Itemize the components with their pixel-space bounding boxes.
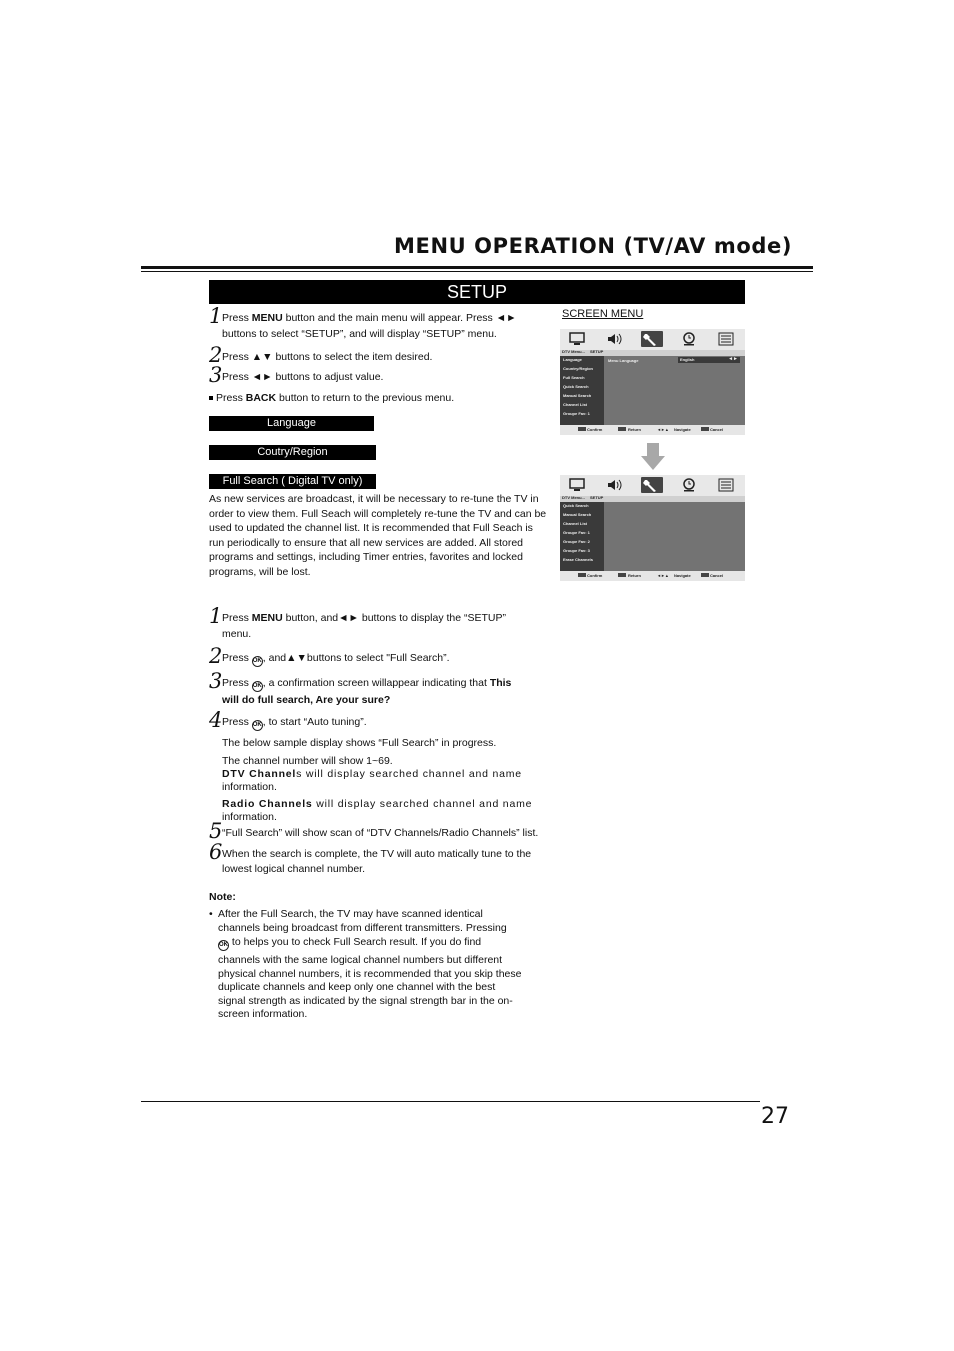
exit-key-icon bbox=[701, 427, 709, 431]
intro-step-2: 2 Press ▲▼ buttons to select the item desired. bbox=[209, 343, 433, 367]
step-number: 6 bbox=[209, 840, 223, 864]
menu-item[interactable]: Channel List bbox=[563, 402, 588, 407]
ok-key-icon bbox=[578, 427, 586, 431]
menu-item[interactable]: Groupe Fav: 1 bbox=[563, 530, 590, 535]
menu-item[interactable]: Country/Region bbox=[563, 366, 593, 371]
menu-item[interactable]: Full Search bbox=[563, 375, 585, 380]
page-number: 27 bbox=[761, 1104, 789, 1129]
ok-key-icon bbox=[578, 573, 586, 577]
ok-button-icon: OK bbox=[252, 720, 263, 731]
setup-wrench-icon bbox=[641, 477, 663, 493]
menu-icon-bar bbox=[560, 329, 745, 350]
tv-picture-icon bbox=[569, 478, 585, 492]
search-step-1: 1 Press MENU button, and◄► buttons to display the “SETUP” menu. bbox=[209, 604, 507, 640]
menu-item[interactable]: Language bbox=[563, 357, 582, 362]
intro-step-1: 1 Press MENU button and the main menu will appear. Press ◄► buttons to select “SETUP”, and will display “SETUP” menu. bbox=[209, 304, 517, 340]
menu-item[interactable]: Groupe Fav: 2 bbox=[563, 539, 590, 544]
step-number: 1 bbox=[209, 304, 223, 328]
left-right-arrow-icon: ◄► bbox=[728, 356, 738, 362]
menu-item[interactable]: Manual Search bbox=[563, 393, 592, 398]
search-step-3: 3 Press OK, a confirmation screen willappear indicating that This will do full search, Are your sure? bbox=[209, 669, 512, 706]
menu-item[interactable]: Quick Search bbox=[563, 503, 589, 508]
timer-clock-icon bbox=[681, 478, 697, 492]
sound-icon bbox=[606, 478, 622, 492]
bullet-square-icon bbox=[209, 396, 213, 400]
section-title: SETUP bbox=[209, 280, 745, 304]
full-search-heading: Full Search ( Digital TV only) bbox=[209, 474, 376, 489]
menu-sidebar bbox=[560, 356, 604, 425]
country-region-heading: Coutry/Region bbox=[209, 445, 376, 460]
menu-language-select[interactable]: English ◄► bbox=[680, 356, 738, 362]
note-title: Note: bbox=[209, 891, 236, 903]
note-bullet: • bbox=[209, 908, 213, 920]
header-rule bbox=[141, 266, 813, 269]
step-number: 1 bbox=[209, 604, 223, 628]
menu-item[interactable]: Erase Channels bbox=[563, 557, 594, 562]
step-number: 3 bbox=[209, 669, 223, 693]
search-step-5: 5 “Full Search” will show scan of “DTV Channels/Radio Channels” list. bbox=[209, 819, 539, 843]
header-rule-thin bbox=[141, 271, 813, 272]
timer-clock-icon bbox=[681, 332, 697, 346]
menu-icon-bar bbox=[560, 475, 745, 496]
search-step-6: 6 When the search is complete, the TV will auto matically tune to the lowest logical channel number. bbox=[209, 840, 532, 875]
sound-icon bbox=[606, 332, 622, 346]
menu-footer: Confirm Return ◄►▲ Navigate Cancel bbox=[560, 571, 745, 581]
dtv-channel-note: DTV Channels will display searched channel and name bbox=[222, 768, 522, 780]
screen-menu-setup-1 bbox=[560, 329, 745, 435]
step-number: 3 bbox=[209, 363, 223, 387]
note-body: After the Full Search, the TV may have scanned identical channels being broadcast from different transmitters. Pressing OK to helps you to check Full Search result. If you do find channels with the same logical channel numbers but different physical channel numbers, it is recommended that you skip these duplicate channels and keep only one channel with the best signal strength as indicated by the signal strength bar in the on- screen information. bbox=[218, 908, 522, 1020]
page-title: MENU OPERATION (TV/AV mode) bbox=[394, 234, 793, 258]
full-search-description: As new services are broadcast, it will be necessary to re-tune the TV in order to view them. Full Seach will completely re-tune the TV and can be used to updated the channel list. It is recommended that Full Seach is run periodically to ensure that all new services are added. All stored programs and settings, including Timer entries, favorites and locked programs, will be lost. bbox=[209, 493, 547, 578]
step-number: 2 bbox=[209, 343, 223, 367]
menu-sidebar bbox=[560, 502, 604, 571]
navigate-arrows-icon: ◄►▲ bbox=[657, 573, 669, 578]
dtv-channel-note-2: information. bbox=[222, 781, 277, 793]
step-number: 5 bbox=[209, 819, 223, 843]
screen-menu-setup-2 bbox=[560, 475, 745, 581]
breadcrumb: DTV Menu... SETUP bbox=[560, 350, 745, 356]
menu-item[interactable]: Groupe Fav: 3 bbox=[563, 548, 590, 553]
return-key-icon bbox=[618, 573, 626, 577]
radio-channel-note: Radio Channels will display searched channel and name bbox=[222, 798, 533, 810]
setup-wrench-icon bbox=[641, 331, 663, 347]
intro-step-3: 3 Press ◄► buttons to adjust value. bbox=[209, 363, 384, 387]
language-heading: Language bbox=[209, 416, 374, 431]
menu-item[interactable]: Channel List bbox=[563, 521, 588, 526]
radio-channel-note-2: information. bbox=[222, 811, 277, 823]
navigate-arrows-icon: ◄►▲ bbox=[657, 427, 669, 432]
menu-item[interactable]: Quick Search bbox=[563, 384, 589, 389]
search-step-2: 2 Press OK, and▲▼buttons to select "Full Search”. bbox=[209, 644, 450, 668]
down-arrow-icon bbox=[641, 443, 665, 471]
menu-item[interactable]: Groupe Fav: 1 bbox=[563, 411, 590, 416]
menu-footer: Confirm Return ◄►▲ Navigate Cancel bbox=[560, 425, 745, 435]
screen-menu-label: SCREEN MENU bbox=[562, 308, 644, 320]
ok-button-icon: OK bbox=[252, 681, 263, 692]
channel-range-note: The channel number will show 1~69. bbox=[222, 755, 393, 767]
footer-rule bbox=[141, 1101, 760, 1102]
list-icon bbox=[718, 478, 734, 492]
menu-language-label: Menu Language bbox=[608, 358, 639, 363]
sample-note: The below sample display shows “Full Search” in progress. bbox=[222, 737, 497, 749]
search-step-4: 4 Press OK, to start “Auto tuning”. bbox=[209, 708, 367, 732]
exit-key-icon bbox=[701, 573, 709, 577]
step-number: 2 bbox=[209, 644, 223, 668]
return-key-icon bbox=[618, 427, 626, 431]
step-number: 4 bbox=[209, 708, 223, 732]
list-icon bbox=[718, 332, 734, 346]
ok-button-icon: OK bbox=[252, 656, 263, 667]
back-note: Press BACK button to return to the previous menu. bbox=[209, 391, 454, 405]
tv-picture-icon bbox=[569, 332, 585, 346]
menu-item[interactable]: Manual Search bbox=[563, 512, 592, 517]
breadcrumb: DTV Menu... SETUP bbox=[560, 496, 745, 502]
ok-button-icon: OK bbox=[218, 940, 229, 951]
